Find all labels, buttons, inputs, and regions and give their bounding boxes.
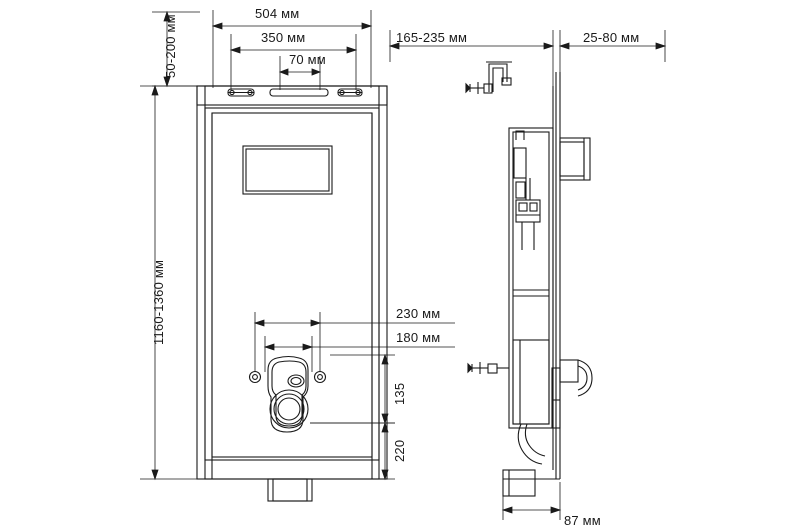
label-depth-small: 25-80 мм: [583, 30, 640, 45]
label-outlet-height-lower: 220: [392, 439, 407, 462]
front-view-outlet-group: [250, 357, 326, 433]
dim-25-80: [560, 30, 665, 138]
side-view-wall-bracket: [552, 360, 592, 428]
label-top-offset: 50-200 мм: [163, 14, 178, 78]
side-view-base: [503, 470, 560, 496]
front-view-top-slots: [228, 89, 362, 96]
label-outlet-spacing-inner: 180 мм: [396, 330, 441, 345]
dim-135: [310, 355, 395, 423]
side-view-body: [509, 72, 590, 479]
label-width-mid: 350 мм: [261, 30, 306, 45]
front-view-flush-plate-opening: [243, 146, 332, 194]
dim-220: [310, 423, 395, 479]
label-width-total: 504 мм: [255, 6, 300, 21]
label-width-small: 70 мм: [289, 52, 326, 67]
label-height-range: 1160-1360 мм: [151, 259, 166, 345]
dim-1160-1360: [140, 86, 200, 479]
dim-87: [503, 482, 560, 520]
side-view-lower-tap: [468, 362, 509, 374]
label-outlet-height-upper: 135: [392, 382, 407, 405]
label-base-depth: 87 мм: [564, 513, 601, 528]
front-view-feet: [197, 460, 387, 501]
side-view-inlet-pipe: [466, 62, 512, 94]
label-outlet-spacing-outer: 230 мм: [396, 306, 441, 321]
label-depth-range: 165-235 мм: [396, 30, 468, 45]
